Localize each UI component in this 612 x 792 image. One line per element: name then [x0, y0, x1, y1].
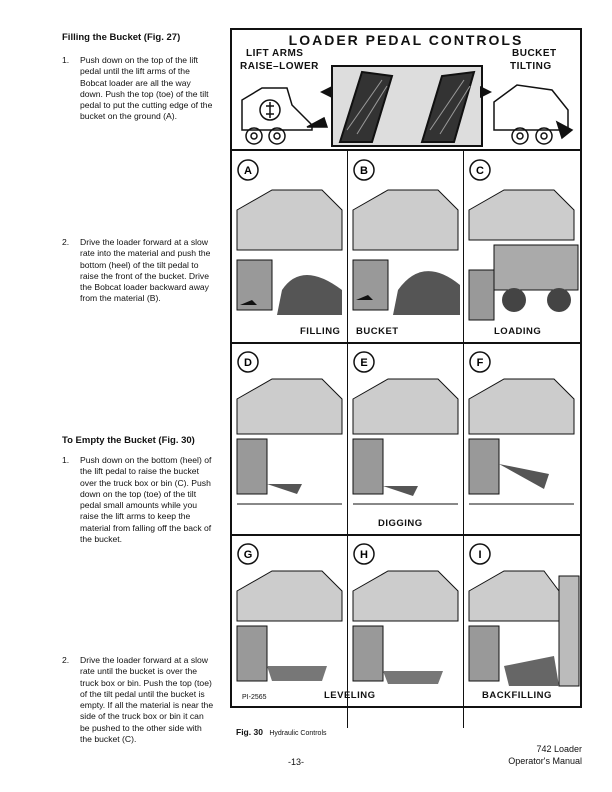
- caption-loading: LOADING: [494, 326, 542, 337]
- step-text: [80, 655, 222, 745]
- step-text: [80, 237, 222, 305]
- step-line: bottom (heel) of the tilt pedal to: [80, 259, 199, 270]
- manual-name: Operator's Manual: [508, 756, 582, 766]
- caption-filling: FILLING: [300, 326, 341, 337]
- step-number: 1.: [62, 55, 70, 65]
- step-line: Bobcat loader are all the way: [80, 77, 191, 88]
- filling-step-1: [62, 55, 222, 125]
- figure-caption-text: Hydraulic Controls: [269, 730, 327, 737]
- step-line: pedal small amounts while you: [80, 500, 198, 511]
- step-line: rate into the material and push the: [80, 248, 211, 259]
- step-line: pedal until the lift arms of the: [80, 66, 190, 77]
- pedal-illustration: [232, 30, 580, 149]
- step-line: pedal to put the cutting edge of the: [80, 100, 213, 111]
- panel-e: [348, 344, 464, 536]
- step-line: the Bobcat loader backward away: [80, 282, 209, 293]
- panel-a: [232, 150, 348, 342]
- panel-letter: C: [476, 165, 484, 177]
- raise-lower-label: RAISE–LOWER: [240, 61, 319, 72]
- step-line: side of the truck box or bin it can: [80, 711, 204, 722]
- step-line: Push down on the bottom (heel) of: [80, 455, 212, 465]
- panel-letter: I: [478, 549, 482, 561]
- emptying-heading: To Empty the Bucket (Fig. 30): [62, 435, 195, 446]
- panel-letter: H: [360, 549, 368, 561]
- step-line: truck box or bin. Push the top (toe): [80, 677, 212, 688]
- panel-letter: F: [476, 357, 484, 369]
- panel-letter: A: [244, 165, 252, 177]
- loader-pedal-controls-figure: [230, 28, 582, 708]
- step-line: Push down on the top of the lift: [80, 55, 199, 65]
- lift-arms-label: LIFT ARMS: [246, 48, 304, 59]
- step-line: the bucket (C).: [80, 734, 137, 745]
- left-loader-icon: [242, 88, 327, 144]
- left-arrow-icon: [320, 86, 332, 98]
- figure-header: [232, 30, 580, 151]
- panel-letter: E: [360, 357, 368, 369]
- step-number: 2.: [62, 237, 70, 247]
- step-line: bucket on the ground (A).: [80, 111, 177, 122]
- figure-title: LOADER PEDAL CONTROLS: [288, 32, 524, 48]
- panel-f: [464, 344, 580, 536]
- right-arrow-icon: [480, 86, 492, 98]
- step-line: Drive the loader forward at a slow: [80, 237, 209, 247]
- step-line: raise the front of the bucket. Drive: [80, 270, 209, 281]
- step-line: the bucket.: [80, 534, 123, 545]
- panel-letter: B: [360, 165, 368, 177]
- caption-digging: DIGGING: [378, 518, 423, 529]
- filling-step-2: [62, 237, 222, 307]
- panel-letter: G: [243, 549, 253, 561]
- step-text: [80, 55, 222, 123]
- step-line: material from falling off the back of: [80, 522, 212, 533]
- panel-d: [232, 344, 348, 536]
- bucket-label: BUCKET: [512, 48, 557, 59]
- step-line: over the truck box or bin (C). Push: [80, 477, 211, 488]
- caption-bucket: BUCKET: [356, 326, 399, 337]
- step-line: of the tilt pedal until the bucket is: [80, 688, 205, 699]
- step-number: 1.: [62, 455, 70, 465]
- page-number: -13-: [288, 757, 305, 767]
- pedal-pair: [332, 66, 482, 146]
- figure-caption: [236, 727, 327, 737]
- tilting-label: TILTING: [510, 61, 552, 72]
- step-line: raise the lift arms to keep the: [80, 511, 191, 522]
- step-line: Drive the loader forward at a slow: [80, 655, 209, 665]
- emptying-step-2: [62, 655, 222, 747]
- step-line: empty. If all the material is near the: [80, 700, 214, 711]
- panel-letter: D: [244, 357, 252, 369]
- step-line: be pushed to the other side with: [80, 722, 202, 733]
- step-number: 2.: [62, 655, 70, 665]
- panel-c: [464, 150, 580, 342]
- panel-b: [348, 150, 464, 342]
- caption-leveling: LEVELING: [324, 690, 376, 701]
- right-loader-icon: [494, 85, 572, 144]
- part-number: PI-2565: [242, 694, 267, 701]
- figure-number: Fig. 30: [236, 727, 263, 737]
- model-name: 742 Loader: [536, 744, 582, 754]
- emptying-step-1: [62, 455, 222, 547]
- step-text: [80, 455, 222, 545]
- step-line: rate until the bucket is over the: [80, 666, 198, 677]
- caption-backfilling: BACKFILLING: [482, 690, 552, 701]
- step-line: the lift pedal to raise the bucket: [80, 466, 199, 477]
- step-line: down. Push the top (toe) of the tilt: [80, 88, 209, 99]
- step-line: from the material (B).: [80, 293, 161, 304]
- filling-heading: Filling the Bucket (Fig. 27): [62, 32, 181, 43]
- step-line: down on the top (toe) of the tilt: [80, 488, 197, 499]
